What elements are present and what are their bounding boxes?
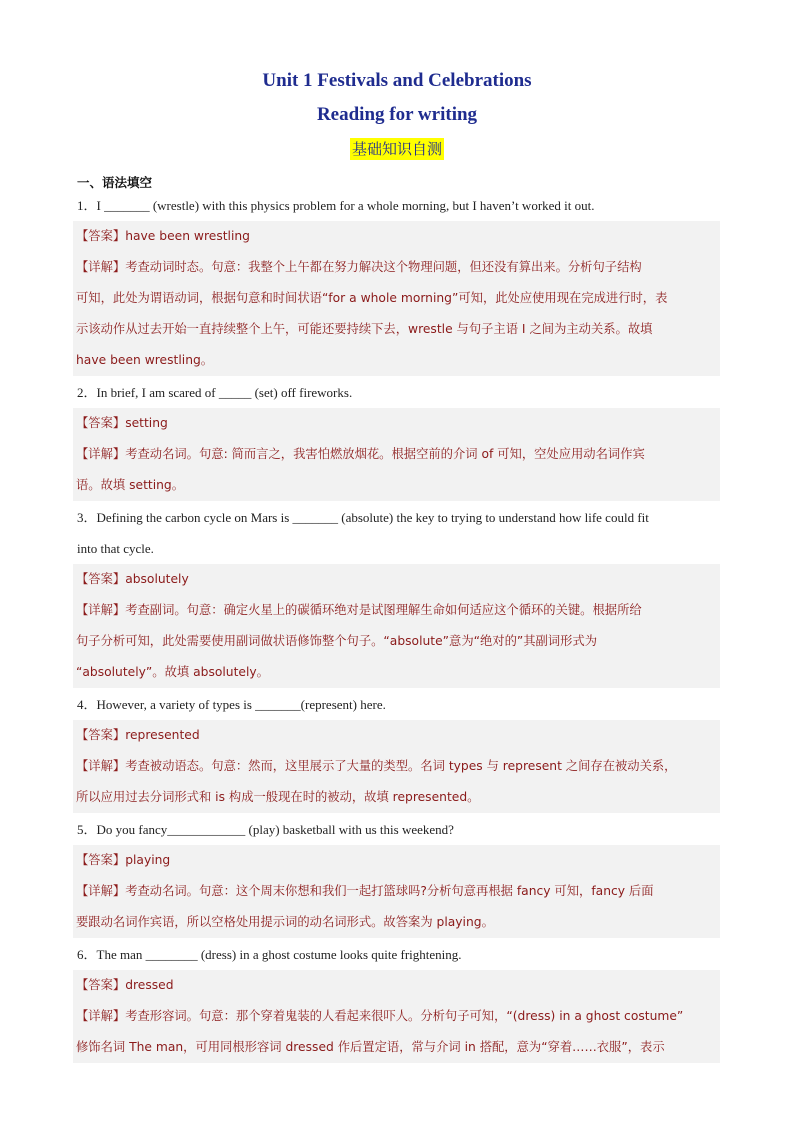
answer-4: 【答案】represented bbox=[76, 728, 200, 742]
explanation-1-line-1: 【详解】考查动词时态。句意：我整个上午都在努力解决这个物理问题，但还没有算出来。分析句子结构 bbox=[76, 260, 642, 274]
explanation-1-line-3: 示该动作从过去开始一直持续整个上午，可能还要持续下去，wrestle 与句子主语 I 之间为主动关系。故填 bbox=[76, 322, 653, 336]
answer-6: 【答案】dressed bbox=[76, 978, 174, 992]
question-5: 5．Do you fancy____________ (play) basketball with us this weekend? bbox=[77, 822, 454, 837]
explanation-2-line-2: 语。故填 setting。 bbox=[76, 478, 185, 492]
explanation-3-line-2: 句子分析可知，此处需要使用副词做状语修饰整个句子。“absolute”意为“绝对的”其副词形式为 bbox=[76, 634, 598, 648]
section-tag: 基础知识自测 bbox=[351, 140, 442, 158]
section-heading: 一、语法填空 bbox=[77, 175, 153, 190]
question-3-continued: into that cycle. bbox=[77, 541, 154, 556]
section-tag-wrap bbox=[0, 138, 794, 160]
answer-box-6 bbox=[73, 970, 720, 1063]
answer-box-3 bbox=[73, 564, 720, 688]
explanation-2-line-1: 【详解】考查动名词。句意: 简而言之，我害怕燃放烟花。根据空前的介词 of 可知，空处应用动名词作宾 bbox=[76, 447, 645, 461]
answer-box-2 bbox=[73, 408, 720, 501]
explanation-1-line-2: 可知，此处为谓语动词，根据句意和时间状语“for a whole morning”可知，此处应使用现在完成进行时，表 bbox=[76, 291, 668, 305]
explanation-6-line-1: 【详解】考查形容词。句意：那个穿着鬼装的人看起来很吓人。分析句子可知，“(dress) in a ghost costume” bbox=[76, 1009, 684, 1023]
explanation-6-line-2: 修饰名词 The man，可用同根形容词 dressed 作后置定语，常与介词 in 搭配，意为“穿着……衣服”，表示 bbox=[76, 1040, 665, 1054]
question-4: 4．However, a variety of types is _______(represent) here. bbox=[77, 697, 386, 712]
question-1: 1．I _______ (wrestle) with this physics problem for a whole morning, but I haven’t worked it out. bbox=[77, 198, 595, 213]
answer-box-5 bbox=[73, 845, 720, 938]
answer-1: 【答案】have been wrestling bbox=[76, 229, 250, 243]
question-2: 2．In brief, I am scared of _____ (set) off fireworks. bbox=[77, 385, 353, 400]
explanation-3-line-3: “absolutely”。故填 absolutely。 bbox=[76, 665, 269, 679]
explanation-3-line-1: 【详解】考查副词。句意：确定火星上的碳循环绝对是试图理解生命如何适应这个循环的关键。根据所给 bbox=[76, 603, 642, 617]
explanation-5-line-2: 要跟动名词作宾语，所以空格处用提示词的动名词形式。故答案为 playing。 bbox=[76, 915, 494, 929]
question-3: 3．Defining the carbon cycle on Mars is _______ (absolute) the key to trying to understand how life could fit bbox=[77, 510, 649, 525]
answer-box-1 bbox=[73, 221, 720, 376]
answer-3: 【答案】absolutely bbox=[76, 572, 189, 586]
explanation-4-line-2: 所以应用过去分词形式和 is 构成一般现在时的被动，故填 represented。 bbox=[76, 790, 480, 804]
explanation-5-line-1: 【详解】考查动名词。句意：这个周末你想和我们一起打篮球吗?分析句意再根据 fancy 可知，fancy 后面 bbox=[76, 884, 654, 898]
document-title: Unit 1 Festivals and Celebrations bbox=[262, 70, 532, 91]
answer-box-4 bbox=[73, 720, 720, 813]
document-subtitle: Reading for writing bbox=[316, 104, 478, 125]
explanation-1-line-4: have been wrestling。 bbox=[76, 353, 214, 367]
question-6: 6．The man ________ (dress) in a ghost costume looks quite frightening. bbox=[77, 947, 462, 962]
answer-5: 【答案】playing bbox=[76, 853, 171, 867]
answer-2: 【答案】setting bbox=[76, 416, 168, 430]
explanation-4-line-1: 【详解】考查被动语态。句意：然而，这里展示了大量的类型。名词 types 与 represent 之间存在被动关系， bbox=[76, 759, 677, 773]
